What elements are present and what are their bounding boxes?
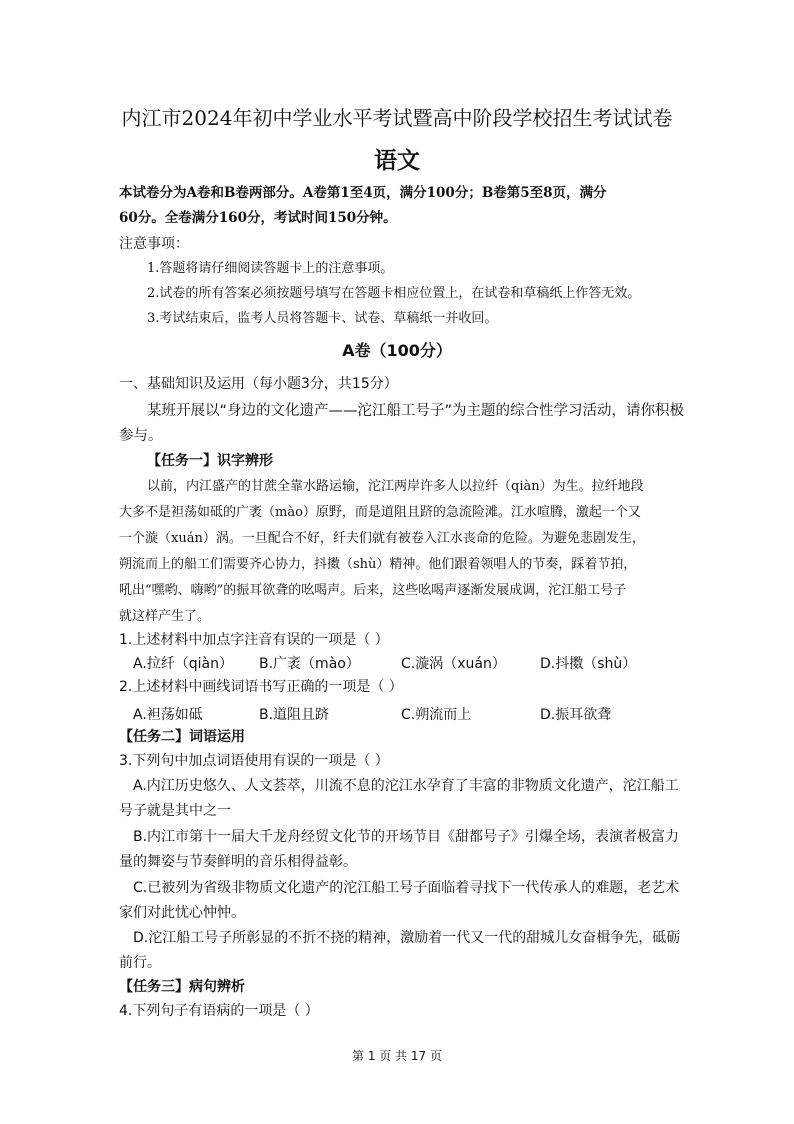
part-one-heading: 一、基础知识及运用（每小题3分，共15分） <box>119 376 398 392</box>
question-1-option-b: B.广袤（mào） <box>259 656 360 672</box>
question-2-option-b: B.道阻且跻 <box>259 707 330 723</box>
task-three-heading: 【任务三】病句辨析 <box>119 979 245 995</box>
passage-line-6: 就这样产生了。 <box>119 609 211 624</box>
question-2-option-c: C.朔流而上 <box>401 707 472 723</box>
subject-title: 语文 <box>374 147 420 174</box>
note-item-2: 2.试卷的所有答案必须按题号填写在答题卡相应位置上，在试卷和草稿纸上作答无效。 <box>147 286 641 301</box>
question-3-option-a-line-1: A.内江历史悠久、人文荟萃，川流不息的沱江水孕育了丰富的非物质文化遗产，沱江船工 <box>133 778 679 794</box>
question-3-option-b-line-1: B.内江市第十一届大千龙舟经贸文化节的开场节目《甜都号子》引爆全场，表演者极富力 <box>133 829 680 845</box>
question-1-option-c: C.漩涡（xuán） <box>401 656 506 672</box>
question-3-option-b-line-2: 量的舞姿与节奏鲜明的音乐相得益彰。 <box>119 854 357 870</box>
passage-line-4: 朔流而上的船工们需要齐心协力，抖擞（shù）精神。他们跟着领唱人的节奏，踩着节拍， <box>119 557 637 572</box>
task-one-heading: 【任务一】识字辨形 <box>147 453 273 469</box>
question-1-option-d: D.抖擞（shù） <box>540 656 637 672</box>
question-3-option-a-line-2: 号子就是其中之一 <box>119 803 231 819</box>
exam-title: 内江市2024年初中学业水平考试暨高中阶段学校招生考试试卷 <box>121 106 673 130</box>
question-3-option-d-line-2: 前行。 <box>119 955 161 971</box>
notes-heading: 注意事项： <box>119 236 189 252</box>
passage-line-2: 大多不是袒荡如砥的广袤（mào）原野，而是道阻且跻的急流险滩。江水喧腾，激起一个又 <box>119 505 641 520</box>
note-item-3: 3.考试结束后，监考人员将答题卡、试卷、草稿纸一并收回。 <box>147 311 498 326</box>
question-3-option-c-line-1: C.已被列为省级非物质文化遗产的沱江船工号子面临着寻找下一代传承人的难题，老艺术 <box>133 880 680 896</box>
passage-line-5: 吼出“嘿哟、嗨哟”的振耳欲聋的吆喝声。后来，这些吆喝声逐渐发展成调，沱江船工号子 <box>119 583 627 598</box>
question-3-option-c-line-2: 家们对此忧心忡忡。 <box>119 905 245 921</box>
section-a-heading: A卷（100分） <box>342 341 452 360</box>
intro-line-2: 60分。全卷满分160分，考试时间150分钟。 <box>119 210 397 226</box>
note-item-1: 1.答题将请仔细阅读答题卡上的注意事项。 <box>147 261 394 276</box>
activity-intro-1: 某班开展以“身边的文化遗产——沱江船工号子”为主题的综合性学习活动，请你积极 <box>147 403 685 419</box>
question-2-option-d: D.振耳欲聋 <box>540 707 612 723</box>
page-footer: 第 1 页 共 17 页 <box>352 1049 442 1063</box>
question-3-option-d-line-1: D.沱江船工号子所彰显的不折不挠的精神，激励着一代又一代的甜城儿女奋楫争先，砥砺 <box>133 930 681 946</box>
intro-line-1: 本试卷分为A卷和B卷两部分。A卷第1至4页，满分100分；B卷第5至8页，满分 <box>119 185 607 201</box>
passage-line-1: 以前，内江盛产的甘蔗全靠水路运输，沱江两岸许多人以拉纤（qiàn）为生。拉纤地段 <box>147 479 644 494</box>
activity-intro-2: 参与。 <box>119 428 163 444</box>
task-two-heading: 【任务二】词语运用 <box>119 729 245 745</box>
question-2-stem: 2.上述材料中画线词语书写正确的一项是（ ） <box>119 679 403 695</box>
question-1-stem: 1.上述材料中加点字注音有误的一项是（ ） <box>119 632 389 648</box>
passage-line-3: 一个漩（xuán）涡。一旦配合不好，纤夫们就有被卷入江水丧命的危险。为避免悲剧发生， <box>119 531 645 546</box>
question-3-stem: 3.下列句中加点词语使用有误的一项是（ ） <box>119 753 389 769</box>
question-4-stem: 4.下列句子有语病的一项是（ ） <box>119 1003 319 1019</box>
question-1-option-a: A.拉纤（qiàn） <box>133 656 234 672</box>
question-2-option-a: A.袒荡如砥 <box>133 707 203 723</box>
